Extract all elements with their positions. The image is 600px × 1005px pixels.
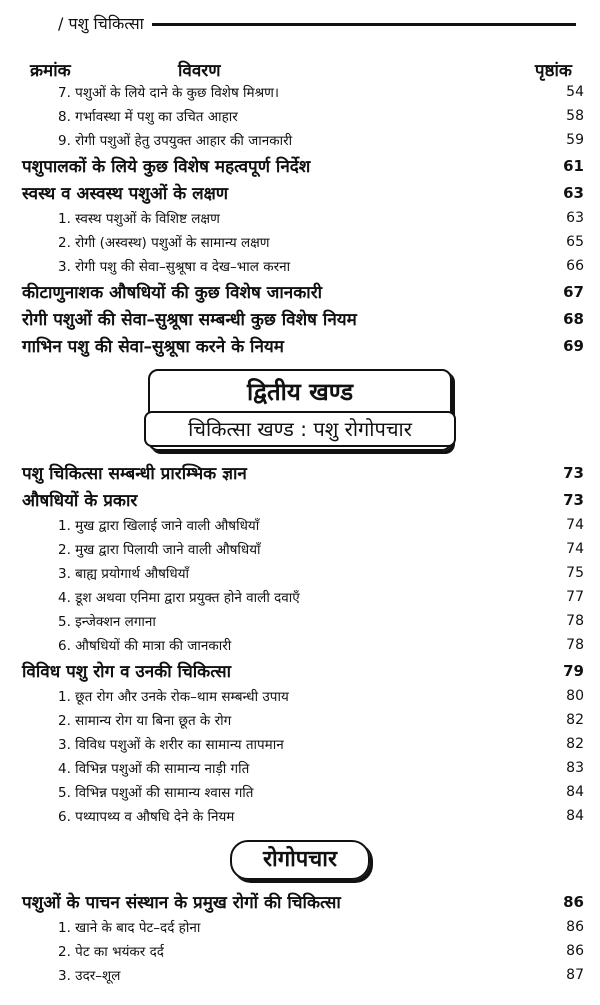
toc-title: 4. डूश अथवा एनिमा द्वारा प्रयुक्त होने वाली दवाएँ: [58, 590, 300, 606]
toc-title: पशुपालकों के लिये कुछ विशेष महत्वपूर्ण निर्देश: [22, 157, 311, 177]
toc-page-number: 87: [566, 967, 584, 983]
toc-page-number: 86: [563, 892, 584, 911]
toc-chapter-row: [0, 657, 600, 684]
toc-chapter-row: [0, 305, 600, 332]
toc-page-number: 86: [566, 919, 584, 935]
toc-page-number: 69: [563, 336, 584, 355]
toc-page-number: 65: [566, 234, 584, 250]
toc-entry-row: [0, 756, 600, 780]
toc-title: 2. रोगी (अस्वस्थ) पशुओं के सामान्य लक्षण: [58, 235, 270, 251]
toc-entry-row: [0, 80, 600, 104]
col-serial: क्रमांक: [30, 61, 71, 81]
toc-chapter-row: [0, 332, 600, 359]
running-header: [58, 10, 576, 36]
toc-title: 9. रोगी पशुओं हेतु उपयुक्त आहार की जानकारी: [58, 133, 293, 149]
toc-title: स्वस्थ व अस्वस्थ पशुओं के लक्षण: [22, 184, 229, 204]
toc-page-number: 75: [566, 565, 584, 581]
toc-page-number: 73: [563, 490, 584, 509]
toc-page-number: 58: [566, 108, 584, 124]
toc-title: 8. गर्भावस्था में पशु का उचित आहार: [58, 109, 238, 125]
toc-page-number: 82: [566, 736, 584, 752]
toc-title: 6. औषधियों की मात्रा की जानकारी: [58, 638, 232, 654]
toc-page-number: 74: [566, 517, 584, 533]
toc-entry-row: [0, 230, 600, 254]
toc-chapter-row: [0, 486, 600, 513]
header-rule: [152, 23, 576, 26]
toc-page-number: 63: [563, 183, 584, 202]
toc-entry-row: [0, 585, 600, 609]
toc-entry-row: [0, 206, 600, 230]
toc-chapter-row: [0, 459, 600, 486]
toc-title: 7. पशुओं के लिये दाने के कुछ विशेष मिश्रण।: [58, 85, 280, 101]
toc-page-number: 82: [566, 712, 584, 728]
toc-title: 6. पथ्यापथ्य व औषधि देने के नियम: [58, 809, 235, 825]
toc-chapter-row: [0, 888, 600, 915]
toc-entry-row: [0, 732, 600, 756]
toc-page-number: 59: [566, 132, 584, 148]
toc-entry-row: [0, 804, 600, 828]
toc-title: 3. विविध पशुओं के शरीर का सामान्य तापमान: [58, 737, 284, 753]
toc-title: 1. स्वस्थ पशुओं के विशिष्ट लक्षण: [58, 211, 220, 227]
toc-page-number: 78: [566, 613, 584, 629]
toc-page-number: 86: [566, 943, 584, 959]
toc-title: 5. विभिन्न पशुओं की सामान्य श्वास गति: [58, 785, 254, 801]
toc-entry-row: [0, 780, 600, 804]
toc-title: औषधियों के प्रकार: [22, 491, 138, 511]
toc-entry-row: [0, 609, 600, 633]
toc-page-number: 77: [566, 589, 584, 605]
toc-title: 5. इन्जेक्शन लगाना: [58, 614, 156, 630]
toc-entry-row: [0, 915, 600, 939]
toc-page-number: 63: [566, 210, 584, 226]
toc-title: 1. मुख द्वारा खिलाई जाने वाली औषधियाँ: [58, 518, 260, 534]
toc-entry-row: [0, 104, 600, 128]
toc-title: 4. विभिन्न पशुओं की सामान्य नाड़ी गति: [58, 761, 250, 777]
toc-page-number: 66: [566, 258, 584, 274]
toc-page-number: 78: [566, 637, 584, 653]
part-title: द्वितीय खण्ड: [246, 378, 354, 406]
toc-page-number: 61: [563, 156, 584, 175]
toc-entry-row: [0, 561, 600, 585]
toc-entry-row: [0, 684, 600, 708]
col-page: पृष्ठांक: [534, 61, 572, 81]
toc-title: 3. उदर–शूल: [58, 968, 121, 984]
toc-page-number: 54: [566, 84, 584, 100]
toc-title: 2. मुख द्वारा पिलायी जाने वाली औषधियाँ: [58, 542, 261, 558]
toc-entry-row: [0, 939, 600, 963]
toc-page-number: 67: [563, 282, 584, 301]
toc-page-number: 74: [566, 541, 584, 557]
toc-entry-row: [0, 633, 600, 657]
toc-page-number: 83: [566, 760, 584, 776]
toc-title: गाभिन पशु की सेवा–सुश्रूषा करने के नियम: [22, 337, 284, 357]
toc-title: 2. सामान्य रोग या बिना छूत के रोग: [58, 713, 232, 729]
toc-title: विविध पशु रोग व उनकी चिकित्सा: [22, 662, 231, 682]
toc-chapter-row: [0, 179, 600, 206]
toc-page-number: 68: [563, 309, 584, 328]
subpart-box: रोगोपचार: [230, 840, 370, 880]
col-description: विवरण: [178, 61, 221, 81]
toc-page-number: 84: [566, 808, 584, 824]
toc-title: पशुओं के पाचन संस्थान के प्रमुख रोगों की चिकित्सा: [22, 893, 341, 913]
toc-title: 1. खाने के बाद पेट–दर्द होना: [58, 920, 201, 936]
toc-page-number: 79: [563, 661, 584, 680]
toc-page-number: 84: [566, 784, 584, 800]
running-title: / पशु चिकित्सा: [58, 14, 144, 33]
toc-entry-row: [0, 128, 600, 152]
toc-title: 3. रोगी पशु की सेवा–सुश्रूषा व देख–भाल करना: [58, 259, 291, 275]
toc-title: 2. पेट का भयंकर दर्द: [58, 944, 164, 960]
toc-title: पशु चिकित्सा सम्बन्धी प्रारम्भिक ज्ञान: [22, 464, 247, 484]
toc-list: [0, 80, 600, 987]
toc-page-number: 73: [563, 463, 584, 482]
toc-title: रोगी पशुओं की सेवा–सुश्रूषा सम्बन्धी कुछ विशेष नियम: [22, 310, 357, 330]
toc-page-number: 80: [566, 688, 584, 704]
toc-chapter-row: [0, 278, 600, 305]
toc-chapter-row: [0, 152, 600, 179]
part-box: [148, 369, 452, 451]
toc-entry-row: [0, 254, 600, 278]
toc-title: 3. बाह्य प्रयोगार्थ औषधियाँ: [58, 566, 190, 582]
toc-entry-row: [0, 963, 600, 987]
toc-entry-row: [0, 537, 600, 561]
toc-entry-row: [0, 708, 600, 732]
toc-title: 1. छूत रोग और उनके रोक–थाम सम्बन्धी उपाय: [58, 689, 289, 705]
part-subtitle: चिकित्सा खण्ड : पशु रोगोपचार: [144, 411, 456, 447]
toc-entry-row: [0, 513, 600, 537]
toc-title: कीटाणुनाशक औषधियों की कुछ विशेष जानकारी: [22, 283, 323, 303]
